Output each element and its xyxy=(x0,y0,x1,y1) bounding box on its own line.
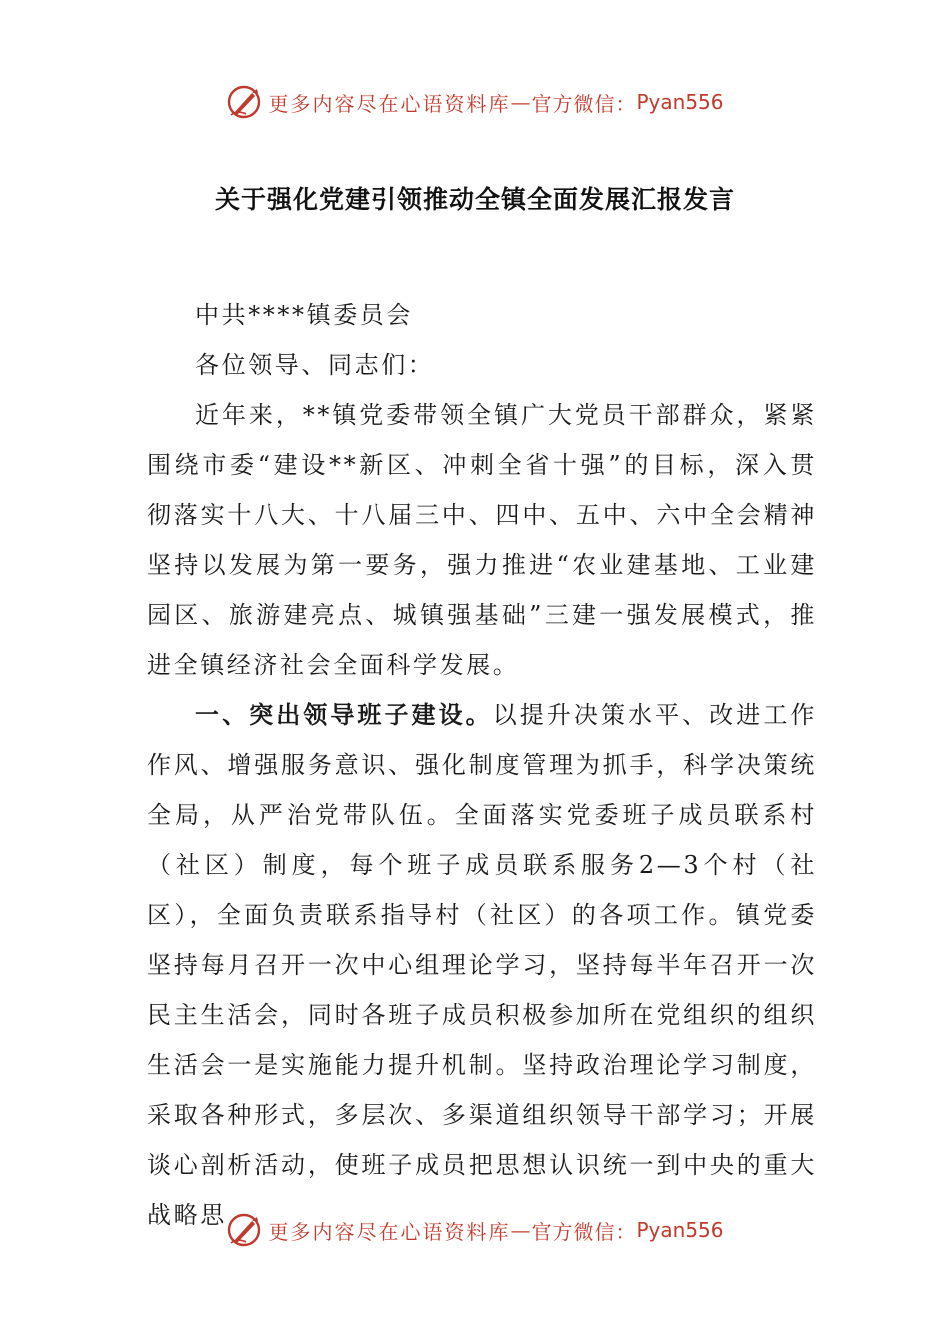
pen-logo-icon xyxy=(226,84,262,120)
intro-paragraph: 近年来，**镇党委带领全镇广大党员干部群众，紧紧围绕市委“建设**新区、冲刺全省十强”的目标，深入贯彻落实十八大、十八届三中、四中、五中、六中全会精神坚持以发展为第一要务，强力推进“农业建基地、工业建园区、旅游建亮点、城镇强基础”三建一强发展模式，推进全镇经济社会全面科学发展。 xyxy=(147,401,817,679)
watermark-text: 更多内容尽在心语资料库 xyxy=(268,91,511,116)
watermark-banner-bottom xyxy=(0,1210,950,1250)
watermark-id: Pyan556 xyxy=(636,1218,724,1242)
document-title: 关于强化党建引领推动全镇全面发展汇报发言 xyxy=(214,185,735,214)
greeting-line: 各位领导、同志们： xyxy=(195,351,435,379)
watermark-dash: — xyxy=(510,90,532,114)
watermark-banner-top xyxy=(0,82,950,122)
section-1-heading: 一、突出领导班子建设。 xyxy=(195,701,493,729)
watermark-text: 更多内容尽在心语资料库 xyxy=(268,1219,511,1244)
org-line: 中共****镇委员会 xyxy=(195,301,413,329)
watermark-id: Pyan556 xyxy=(636,90,724,114)
watermark-label: 官方微信： xyxy=(531,1219,637,1244)
section-1-paragraph xyxy=(147,690,817,1240)
watermark-dash: — xyxy=(510,1218,532,1242)
watermark-label: 官方微信： xyxy=(531,91,637,116)
document-body xyxy=(147,290,817,1240)
section-1-body: 以提升决策水平、改进工作作风、增强服务意识、强化制度管理为抓手，科学决策统全局，从严治党带队伍。全面落实党委班子成员联系村（社区）制度，每个班子成员联系服务2—3个村（社区），全面负责联系指导村（社区）的各项工作。镇党委坚持每月召开一次中心组理论学习，坚持每半年召开一次民主生活会，同时各班子成员积极参加所在党组织的组织生活会一是实施能力提升机制。坚持政治理论学习制度，采取各种形式，多层次、多渠道组织领导干部学习；开展谈心剖析活动，使班子成员把思想认识统一到中央的重大战略思 xyxy=(147,701,817,1229)
pen-logo-icon xyxy=(226,1212,262,1248)
